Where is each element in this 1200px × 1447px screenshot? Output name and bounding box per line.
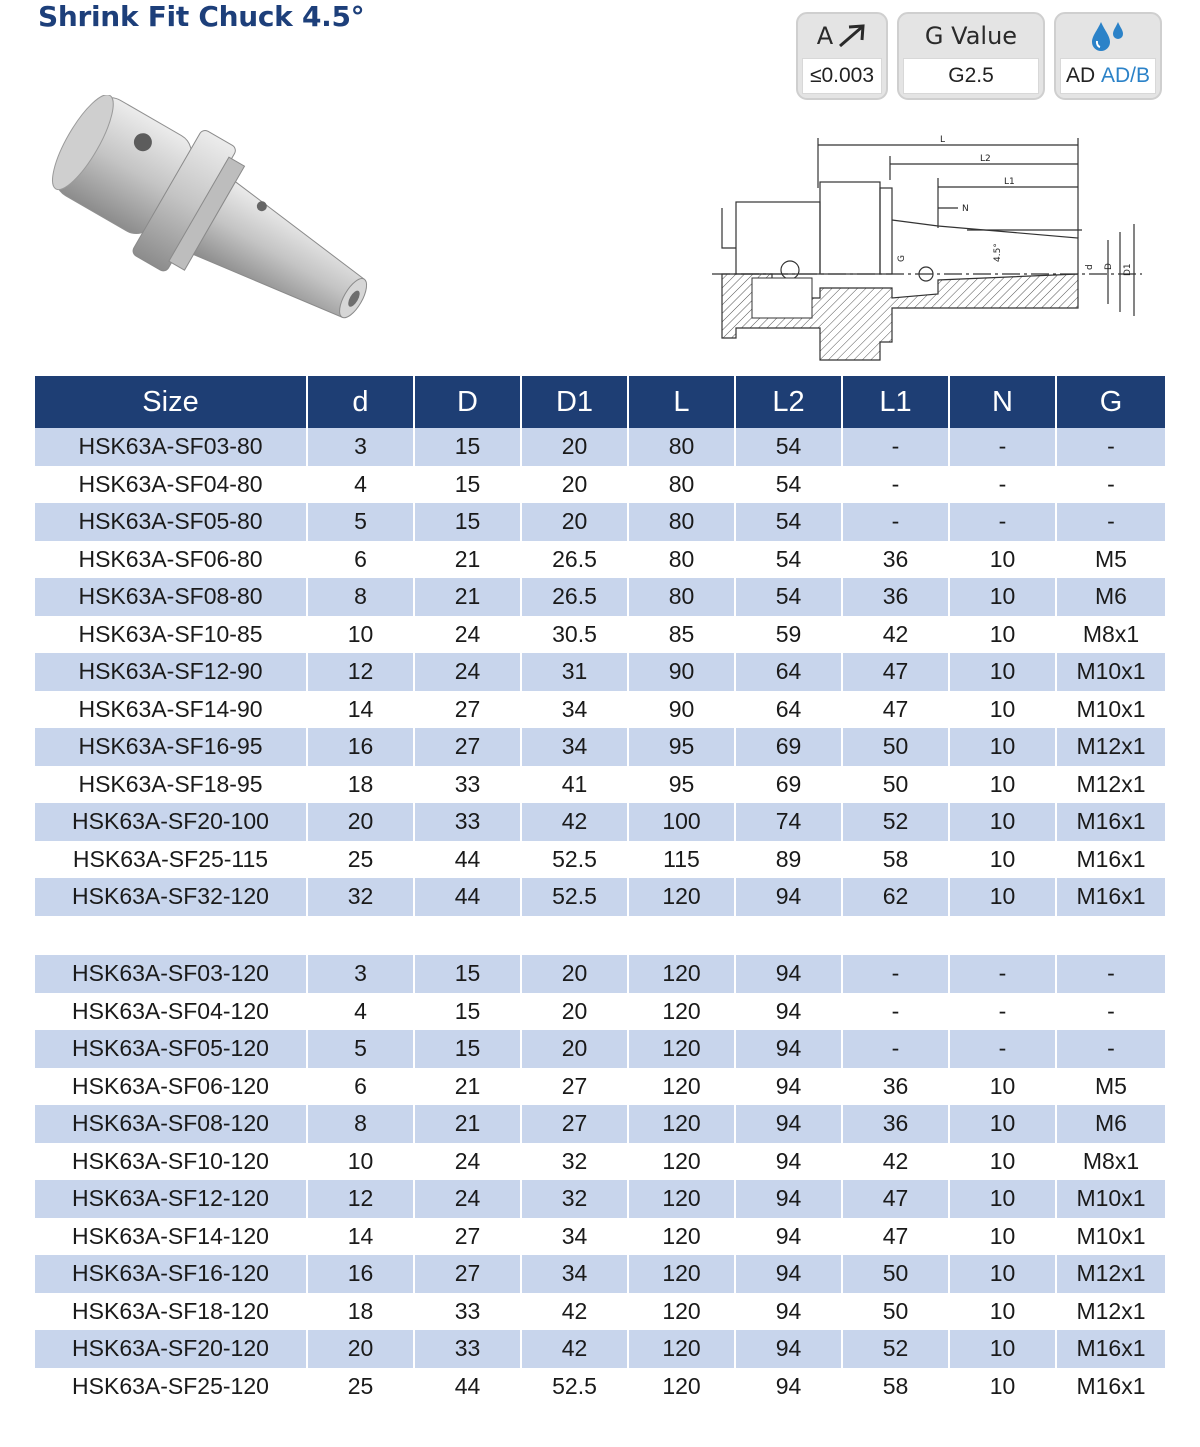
cell-d: 14 — [307, 1218, 414, 1256]
cell-size: HSK63A-SF08-80 — [35, 578, 307, 616]
cell-L2: 94 — [735, 955, 842, 993]
cell-G: M8x1 — [1056, 1143, 1165, 1181]
cell-d: 20 — [307, 1330, 414, 1368]
cell-size: HSK63A-SF20-100 — [35, 803, 307, 841]
product-image — [40, 95, 410, 365]
cell-G: - — [1056, 993, 1165, 1031]
cell-D1: 34 — [521, 691, 628, 729]
cell-N: 10 — [949, 728, 1056, 766]
table-row — [35, 503, 1165, 541]
cell-L: 80 — [628, 578, 735, 616]
cell-L: 90 — [628, 653, 735, 691]
table-row — [35, 766, 1165, 804]
cell-L1: - — [842, 955, 949, 993]
cell-N: 10 — [949, 1368, 1056, 1406]
cell-L: 95 — [628, 728, 735, 766]
cell-L2: 54 — [735, 578, 842, 616]
cell-size: HSK63A-SF25-115 — [35, 841, 307, 879]
cell-L2: 94 — [735, 1368, 842, 1406]
col-header-N: N — [949, 376, 1056, 428]
cell-D: 15 — [414, 1030, 521, 1068]
cell-D1: 52.5 — [521, 841, 628, 879]
cell-L1: - — [842, 466, 949, 504]
cell-G: M10x1 — [1056, 1180, 1165, 1218]
cell-N: 10 — [949, 1330, 1056, 1368]
cell-d: 5 — [307, 1030, 414, 1068]
cell-D: 33 — [414, 1330, 521, 1368]
coolant-badge — [1054, 12, 1162, 100]
cell-N: 10 — [949, 691, 1056, 729]
dim-label-L: L — [940, 135, 946, 145]
cell-D: 24 — [414, 1180, 521, 1218]
runout-value: ≤0.003 — [802, 58, 882, 94]
coolant-value — [1060, 58, 1156, 94]
cell-L2: 94 — [735, 878, 842, 916]
cell-D1: 27 — [521, 1105, 628, 1143]
cell-size: HSK63A-SF06-120 — [35, 1068, 307, 1106]
cell-D: 21 — [414, 1068, 521, 1106]
cell-L1: 62 — [842, 878, 949, 916]
runout-label: A — [816, 22, 834, 50]
table-row — [35, 1030, 1165, 1068]
cell-G: M16x1 — [1056, 803, 1165, 841]
table-row — [35, 1068, 1165, 1106]
col-header-L1: L1 — [842, 376, 949, 428]
col-header-d: d — [307, 376, 414, 428]
cell-G: - — [1056, 1030, 1165, 1068]
cell-d: 20 — [307, 803, 414, 841]
cell-D: 21 — [414, 578, 521, 616]
cell-G: - — [1056, 955, 1165, 993]
cell-L: 85 — [628, 616, 735, 654]
cell-L1: 42 — [842, 1143, 949, 1181]
table-row — [35, 1218, 1165, 1256]
cell-L: 120 — [628, 955, 735, 993]
cell-G: M16x1 — [1056, 878, 1165, 916]
cell-size: HSK63A-SF14-120 — [35, 1218, 307, 1256]
cell-L1: 47 — [842, 653, 949, 691]
balance-badge — [897, 12, 1045, 100]
cell-d: 16 — [307, 1255, 414, 1293]
cell-L: 120 — [628, 1293, 735, 1331]
cell-D1: 42 — [521, 1293, 628, 1331]
cell-L2: 94 — [735, 1105, 842, 1143]
cell-G: M5 — [1056, 541, 1165, 579]
cell-L1: - — [842, 428, 949, 466]
cell-d: 5 — [307, 503, 414, 541]
cell-D: 21 — [414, 541, 521, 579]
cell-D1: 34 — [521, 728, 628, 766]
cell-D: 21 — [414, 1105, 521, 1143]
cell-L1: 47 — [842, 691, 949, 729]
cell-d: 25 — [307, 1368, 414, 1406]
cell-L1: 52 — [842, 1330, 949, 1368]
table-row — [35, 841, 1165, 879]
dim-label-L2: L2 — [980, 154, 991, 164]
col-header-G: G — [1056, 376, 1165, 428]
cell-D: 15 — [414, 993, 521, 1031]
cell-L2: 94 — [735, 1068, 842, 1106]
cell-D1: 52.5 — [521, 878, 628, 916]
table-row — [35, 878, 1165, 916]
cell-L: 120 — [628, 1105, 735, 1143]
table-row — [35, 1255, 1165, 1293]
cell-D1: 20 — [521, 466, 628, 504]
cell-L2: 69 — [735, 728, 842, 766]
cell-D: 27 — [414, 1255, 521, 1293]
cell-size: HSK63A-SF10-85 — [35, 616, 307, 654]
cell-L: 90 — [628, 691, 735, 729]
cell-L2: 94 — [735, 1030, 842, 1068]
cell-N: - — [949, 503, 1056, 541]
cell-D: 33 — [414, 1293, 521, 1331]
balance-value: G2.5 — [903, 58, 1039, 94]
cell-D: 44 — [414, 878, 521, 916]
cell-size: HSK63A-SF10-120 — [35, 1143, 307, 1181]
cell-L1: 58 — [842, 1368, 949, 1406]
cell-L2: 54 — [735, 503, 842, 541]
cell-size: HSK63A-SF25-120 — [35, 1368, 307, 1406]
table-row — [35, 616, 1165, 654]
cell-D1: 31 — [521, 653, 628, 691]
cell-G: M5 — [1056, 1068, 1165, 1106]
cell-L1: 36 — [842, 541, 949, 579]
cell-L2: 74 — [735, 803, 842, 841]
cell-L: 80 — [628, 541, 735, 579]
cell-L1: 50 — [842, 1293, 949, 1331]
cell-L2: 54 — [735, 466, 842, 504]
cell-D1: 20 — [521, 1030, 628, 1068]
cell-L: 120 — [628, 1068, 735, 1106]
cell-N: - — [949, 428, 1056, 466]
cell-L2: 69 — [735, 766, 842, 804]
table-row — [35, 466, 1165, 504]
cell-D1: 42 — [521, 1330, 628, 1368]
cell-size: HSK63A-SF06-80 — [35, 541, 307, 579]
table-row — [35, 1330, 1165, 1368]
cell-L: 120 — [628, 1255, 735, 1293]
cell-L2: 94 — [735, 993, 842, 1031]
cell-N: - — [949, 993, 1056, 1031]
cell-G: - — [1056, 428, 1165, 466]
cell-D: 15 — [414, 428, 521, 466]
table-row — [35, 541, 1165, 579]
table-row — [35, 1368, 1165, 1406]
cell-size: HSK63A-SF32-120 — [35, 878, 307, 916]
cell-G: M10x1 — [1056, 1218, 1165, 1256]
cell-L1: - — [842, 1030, 949, 1068]
cell-L: 120 — [628, 878, 735, 916]
table-row — [35, 428, 1165, 466]
spec-table-80-series — [35, 376, 1165, 916]
dim-label-angle: 4.5° — [993, 243, 1003, 262]
cell-L: 115 — [628, 841, 735, 879]
cell-L1: 36 — [842, 1068, 949, 1106]
cell-D1: 34 — [521, 1255, 628, 1293]
cell-N: 10 — [949, 653, 1056, 691]
cell-L: 120 — [628, 1330, 735, 1368]
table-row — [35, 1143, 1165, 1181]
col-header-size: Size — [35, 376, 307, 428]
cell-size: HSK63A-SF12-90 — [35, 653, 307, 691]
cell-D1: 32 — [521, 1180, 628, 1218]
cell-size: HSK63A-SF03-120 — [35, 955, 307, 993]
cell-L2: 94 — [735, 1218, 842, 1256]
cell-N: 10 — [949, 1255, 1056, 1293]
cell-N: - — [949, 1030, 1056, 1068]
cell-L: 100 — [628, 803, 735, 841]
cell-L: 120 — [628, 1180, 735, 1218]
cell-D1: 26.5 — [521, 578, 628, 616]
cell-N: 10 — [949, 616, 1056, 654]
cell-size: HSK63A-SF08-120 — [35, 1105, 307, 1143]
runout-badge — [796, 12, 888, 100]
cell-L1: 50 — [842, 766, 949, 804]
cell-D1: 30.5 — [521, 616, 628, 654]
cell-D: 27 — [414, 728, 521, 766]
cell-d: 16 — [307, 728, 414, 766]
cell-N: 10 — [949, 578, 1056, 616]
dim-label-L1: L1 — [1004, 177, 1015, 187]
cell-N: 10 — [949, 878, 1056, 916]
cell-G: M16x1 — [1056, 841, 1165, 879]
cell-d: 25 — [307, 841, 414, 879]
cell-L1: - — [842, 503, 949, 541]
cell-D1: 20 — [521, 955, 628, 993]
cell-size: HSK63A-SF14-90 — [35, 691, 307, 729]
cell-L: 120 — [628, 993, 735, 1031]
cell-d: 3 — [307, 955, 414, 993]
table-row — [35, 993, 1165, 1031]
cell-D: 27 — [414, 691, 521, 729]
cell-D: 44 — [414, 841, 521, 879]
cell-L: 80 — [628, 428, 735, 466]
dim-label-G: G — [897, 255, 907, 262]
cell-N: 10 — [949, 1143, 1056, 1181]
col-header-L: L — [628, 376, 735, 428]
cell-d: 3 — [307, 428, 414, 466]
cell-size: HSK63A-SF16-95 — [35, 728, 307, 766]
cell-size: HSK63A-SF03-80 — [35, 428, 307, 466]
cell-D: 44 — [414, 1368, 521, 1406]
cell-G: M12x1 — [1056, 766, 1165, 804]
dim-label-D: D — [1104, 263, 1114, 270]
table-row — [35, 1293, 1165, 1331]
cell-G: - — [1056, 503, 1165, 541]
cell-G: M16x1 — [1056, 1368, 1165, 1406]
cell-L: 95 — [628, 766, 735, 804]
cell-G: M12x1 — [1056, 728, 1165, 766]
cell-L: 120 — [628, 1030, 735, 1068]
col-header-L2: L2 — [735, 376, 842, 428]
dim-label-D1: D1 — [1123, 263, 1133, 276]
cell-size: HSK63A-SF04-80 — [35, 466, 307, 504]
cell-size: HSK63A-SF18-95 — [35, 766, 307, 804]
table-row — [35, 691, 1165, 729]
cell-L1: 50 — [842, 1255, 949, 1293]
cell-G: M12x1 — [1056, 1255, 1165, 1293]
table-row — [35, 578, 1165, 616]
cell-N: - — [949, 955, 1056, 993]
cell-size: HSK63A-SF04-120 — [35, 993, 307, 1031]
cell-D1: 20 — [521, 428, 628, 466]
cell-L: 120 — [628, 1143, 735, 1181]
table-row — [35, 1105, 1165, 1143]
cell-D: 15 — [414, 503, 521, 541]
cell-N: 10 — [949, 1105, 1056, 1143]
cell-D1: 27 — [521, 1068, 628, 1106]
cell-L1: 50 — [842, 728, 949, 766]
cell-L: 120 — [628, 1218, 735, 1256]
cell-D1: 32 — [521, 1143, 628, 1181]
coolant-value-ad: AD — [1065, 64, 1096, 87]
cell-G: M6 — [1056, 1105, 1165, 1143]
cell-L1: 36 — [842, 578, 949, 616]
spec-badges — [796, 12, 1162, 100]
cell-d: 8 — [307, 1105, 414, 1143]
cell-size: HSK63A-SF12-120 — [35, 1180, 307, 1218]
cell-d: 6 — [307, 1068, 414, 1106]
cell-d: 32 — [307, 878, 414, 916]
cell-L1: 52 — [842, 803, 949, 841]
cell-d: 18 — [307, 1293, 414, 1331]
cell-N: 10 — [949, 766, 1056, 804]
cell-N: 10 — [949, 803, 1056, 841]
cell-D: 27 — [414, 1218, 521, 1256]
cell-N: 10 — [949, 841, 1056, 879]
dim-label-d: d — [1085, 264, 1095, 270]
cell-L1: 42 — [842, 616, 949, 654]
cell-D: 24 — [414, 1143, 521, 1181]
table-row — [35, 1180, 1165, 1218]
col-header-D: D — [414, 376, 521, 428]
cell-D: 24 — [414, 616, 521, 654]
cell-G: M12x1 — [1056, 1293, 1165, 1331]
cell-G: M10x1 — [1056, 653, 1165, 691]
balance-label: G Value — [924, 22, 1018, 50]
cell-L1: 47 — [842, 1180, 949, 1218]
cell-D: 15 — [414, 466, 521, 504]
cell-d: 14 — [307, 691, 414, 729]
cell-L2: 89 — [735, 841, 842, 879]
cell-L1: 36 — [842, 1105, 949, 1143]
cell-L2: 54 — [735, 541, 842, 579]
cell-size: HSK63A-SF18-120 — [35, 1293, 307, 1331]
cell-G: - — [1056, 466, 1165, 504]
cell-D1: 20 — [521, 993, 628, 1031]
cell-D1: 26.5 — [521, 541, 628, 579]
table-row — [35, 728, 1165, 766]
cell-L1: 47 — [842, 1218, 949, 1256]
cell-L2: 64 — [735, 653, 842, 691]
cell-L: 80 — [628, 503, 735, 541]
cell-L2: 59 — [735, 616, 842, 654]
runout-arrow-icon — [837, 23, 867, 49]
cell-size: HSK63A-SF16-120 — [35, 1255, 307, 1293]
cell-D1: 52.5 — [521, 1368, 628, 1406]
cell-L2: 94 — [735, 1330, 842, 1368]
cell-D1: 34 — [521, 1218, 628, 1256]
cell-N: 10 — [949, 1180, 1056, 1218]
cell-L1: 58 — [842, 841, 949, 879]
cell-G: M16x1 — [1056, 1330, 1165, 1368]
cell-L: 80 — [628, 466, 735, 504]
coolant-drops-icon — [1088, 19, 1128, 53]
cell-L2: 64 — [735, 691, 842, 729]
cell-N: - — [949, 466, 1056, 504]
technical-drawing — [712, 128, 1152, 368]
cell-D: 15 — [414, 955, 521, 993]
dim-label-N: N — [962, 204, 969, 214]
cell-N: 10 — [949, 1293, 1056, 1331]
cell-d: 4 — [307, 466, 414, 504]
cell-N: 10 — [949, 541, 1056, 579]
cell-d: 6 — [307, 541, 414, 579]
cell-N: 10 — [949, 1218, 1056, 1256]
cell-d: 10 — [307, 616, 414, 654]
cell-size: HSK63A-SF05-80 — [35, 503, 307, 541]
cell-G: M8x1 — [1056, 616, 1165, 654]
cell-d: 10 — [307, 1143, 414, 1181]
cell-D: 24 — [414, 653, 521, 691]
cell-L: 120 — [628, 1368, 735, 1406]
cell-D: 33 — [414, 766, 521, 804]
cell-N: 10 — [949, 1068, 1056, 1106]
cell-G: M10x1 — [1056, 691, 1165, 729]
table-row — [35, 955, 1165, 993]
table-row — [35, 653, 1165, 691]
cell-d: 4 — [307, 993, 414, 1031]
coolant-value-adb: AD/B — [1101, 64, 1151, 87]
cell-D1: 42 — [521, 803, 628, 841]
cell-d: 12 — [307, 653, 414, 691]
cell-D: 33 — [414, 803, 521, 841]
cell-d: 8 — [307, 578, 414, 616]
cell-G: M6 — [1056, 578, 1165, 616]
table-header-row — [35, 376, 1165, 428]
cell-L2: 94 — [735, 1293, 842, 1331]
cell-D1: 20 — [521, 503, 628, 541]
cell-L2: 94 — [735, 1143, 842, 1181]
cell-size: HSK63A-SF05-120 — [35, 1030, 307, 1068]
col-header-D1: D1 — [521, 376, 628, 428]
cell-L1: - — [842, 993, 949, 1031]
spec-table-120-series — [35, 955, 1165, 1405]
cell-L2: 94 — [735, 1180, 842, 1218]
cell-d: 18 — [307, 766, 414, 804]
cell-size: HSK63A-SF20-120 — [35, 1330, 307, 1368]
page-title: Shrink Fit Chuck 4.5° — [38, 0, 365, 33]
cell-L2: 94 — [735, 1255, 842, 1293]
cell-L2: 54 — [735, 428, 842, 466]
table-row — [35, 803, 1165, 841]
cell-d: 12 — [307, 1180, 414, 1218]
cell-D1: 41 — [521, 766, 628, 804]
